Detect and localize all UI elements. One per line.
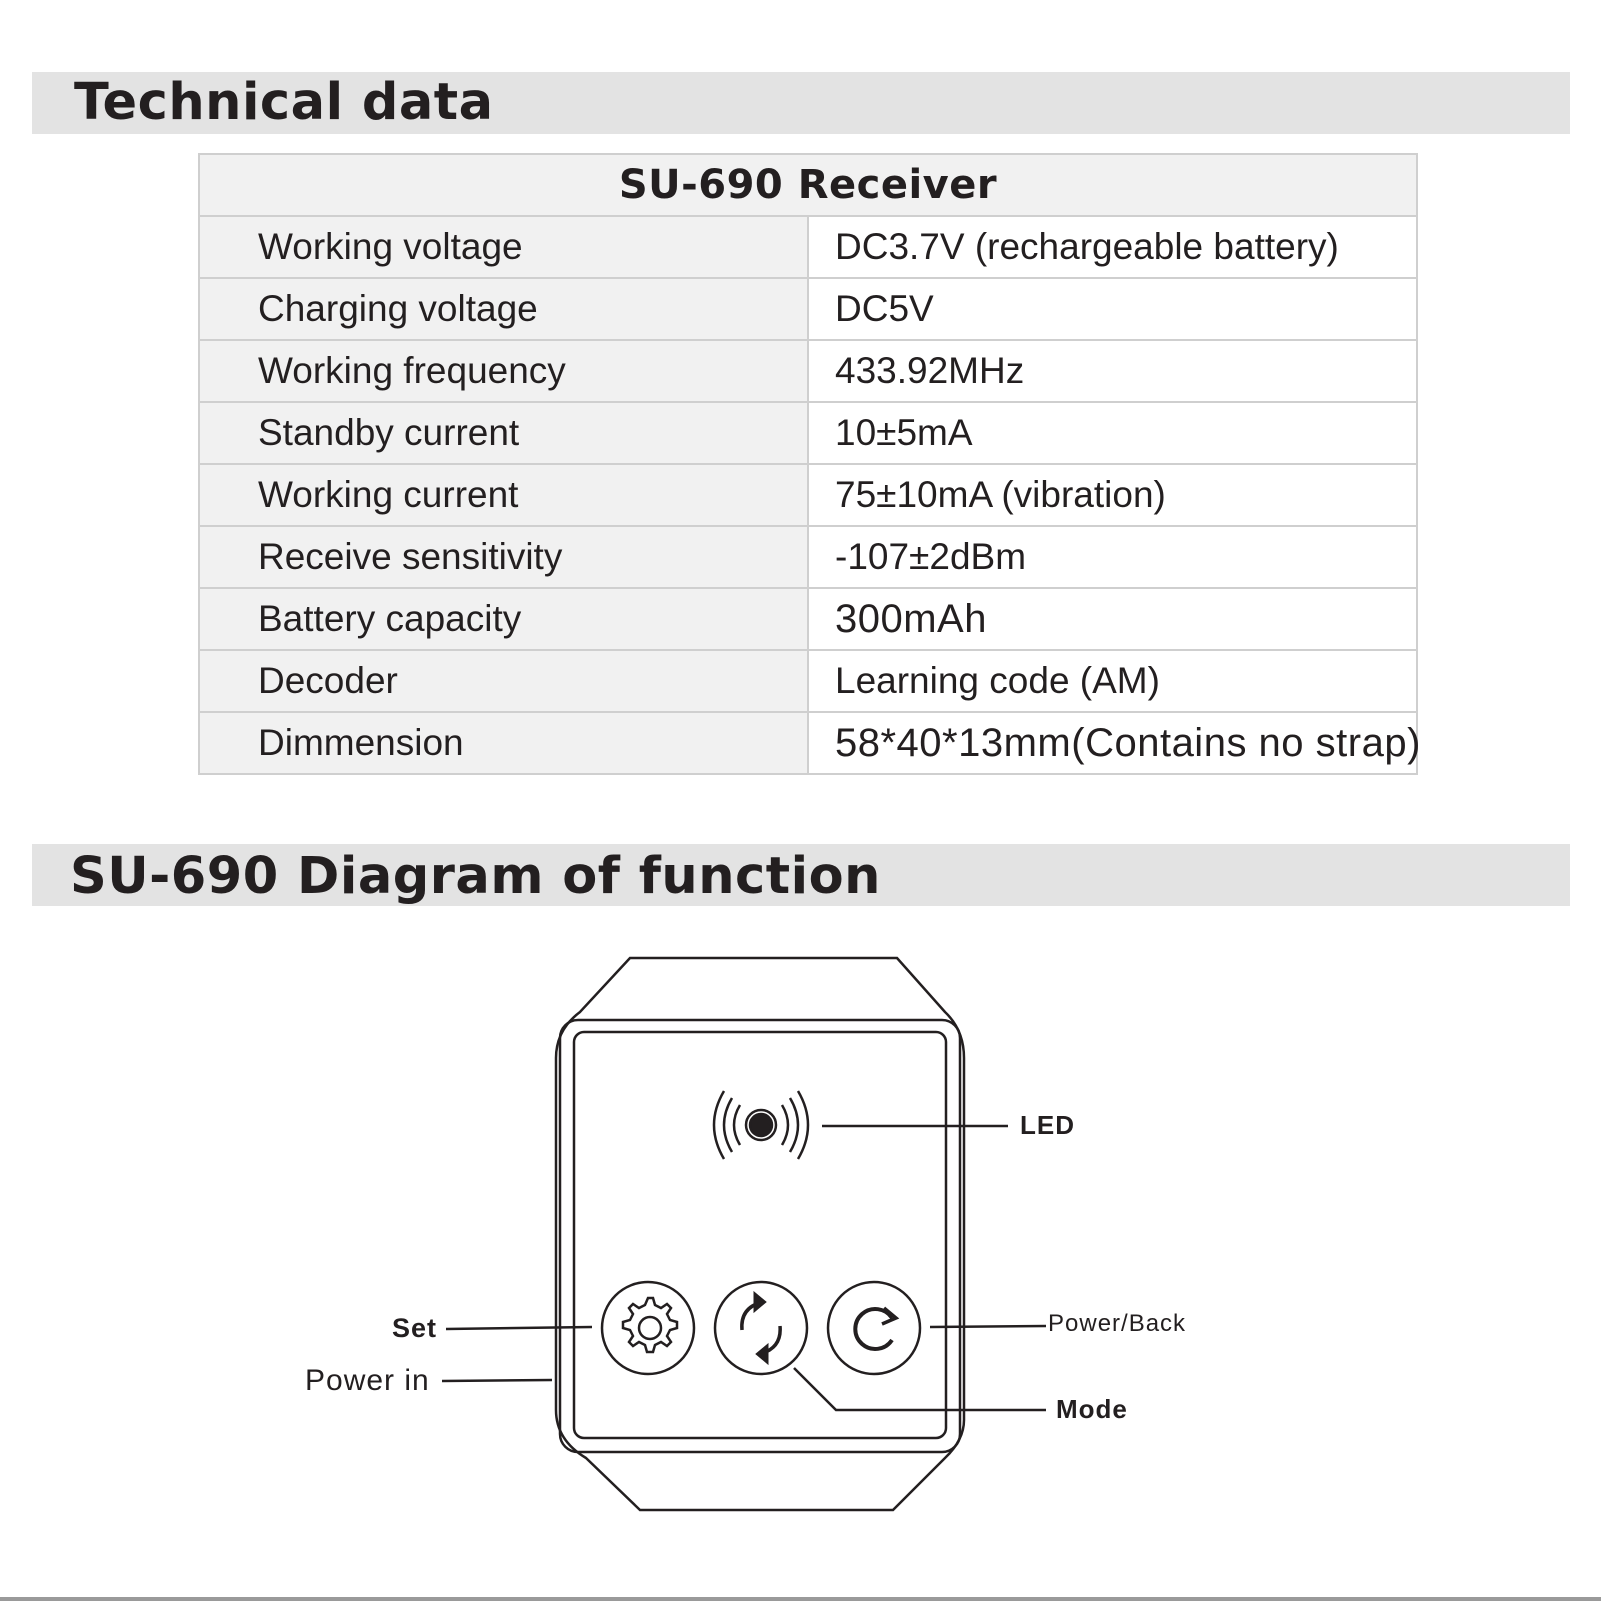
- spec-value: -107±2dBm: [808, 526, 1417, 588]
- spec-label: Standby current: [199, 402, 808, 464]
- table-row: [199, 650, 1417, 712]
- table-row: [199, 216, 1417, 278]
- spec-value: 58*40*13mm(Contains no strap): [808, 712, 1417, 774]
- table-row: [199, 464, 1417, 526]
- spec-label: Battery capacity: [199, 588, 808, 650]
- cycle-arrows-icon: [742, 1292, 780, 1364]
- device-face-outer: [560, 1020, 960, 1452]
- mode-label: Mode: [1056, 1394, 1128, 1424]
- power-back-label: Power/Back: [1048, 1310, 1187, 1337]
- table-row: [199, 340, 1417, 402]
- spec-value: 300mAh: [808, 588, 1417, 650]
- table-row: [199, 712, 1417, 774]
- diagram-title: SU-690 Diagram of function: [70, 847, 881, 906]
- technical-data-header: [32, 72, 1570, 134]
- spec-label: Working current: [199, 464, 808, 526]
- spec-label: Receive sensitivity: [199, 526, 808, 588]
- power-back-leader-line: [930, 1326, 1046, 1327]
- spec-value: 10±5mA: [808, 402, 1417, 464]
- spec-value: 433.92MHz: [808, 340, 1417, 402]
- function-diagram: [0, 940, 1601, 1540]
- device-body-outline: [556, 958, 964, 1510]
- spec-value: DC5V: [808, 278, 1417, 340]
- spec-label: Working voltage: [199, 216, 808, 278]
- power-in-label: Power in: [305, 1364, 430, 1397]
- spec-label: Dimmension: [199, 712, 808, 774]
- spec-label: Charging voltage: [199, 278, 808, 340]
- set-leader-line: [446, 1327, 592, 1329]
- gear-icon: [623, 1298, 677, 1352]
- spec-table-title: SU-690 Receiver: [199, 154, 1417, 216]
- device-face-inner: [574, 1032, 946, 1438]
- spec-label: Working frequency: [199, 340, 808, 402]
- power-back-button-ring: [828, 1282, 920, 1374]
- led-icon: [714, 1091, 808, 1159]
- power-in-leader-line: [442, 1380, 552, 1381]
- technical-data-title: Technical data: [74, 73, 494, 132]
- spec-table: [198, 153, 1421, 775]
- set-label: Set: [392, 1313, 438, 1343]
- led-label: LED: [1020, 1110, 1075, 1140]
- table-row: [199, 526, 1417, 588]
- spec-value: Learning code (AM): [808, 650, 1417, 712]
- mode-button-ring: [715, 1282, 807, 1374]
- table-row: [199, 588, 1417, 650]
- spec-label: Decoder: [199, 650, 808, 712]
- table-row: [199, 278, 1417, 340]
- diagram-header: [32, 844, 1570, 906]
- table-row: [199, 402, 1417, 464]
- refresh-arrow-icon: [855, 1308, 896, 1349]
- device-drawing: [0, 940, 1601, 1540]
- set-button-ring: [602, 1282, 694, 1374]
- spec-value: 75±10mA (vibration): [808, 464, 1417, 526]
- spec-table-header-row: [199, 154, 1417, 216]
- mode-leader-line: [794, 1368, 1046, 1410]
- bottom-border: [0, 1597, 1601, 1601]
- spec-value: DC3.7V (rechargeable battery): [808, 216, 1417, 278]
